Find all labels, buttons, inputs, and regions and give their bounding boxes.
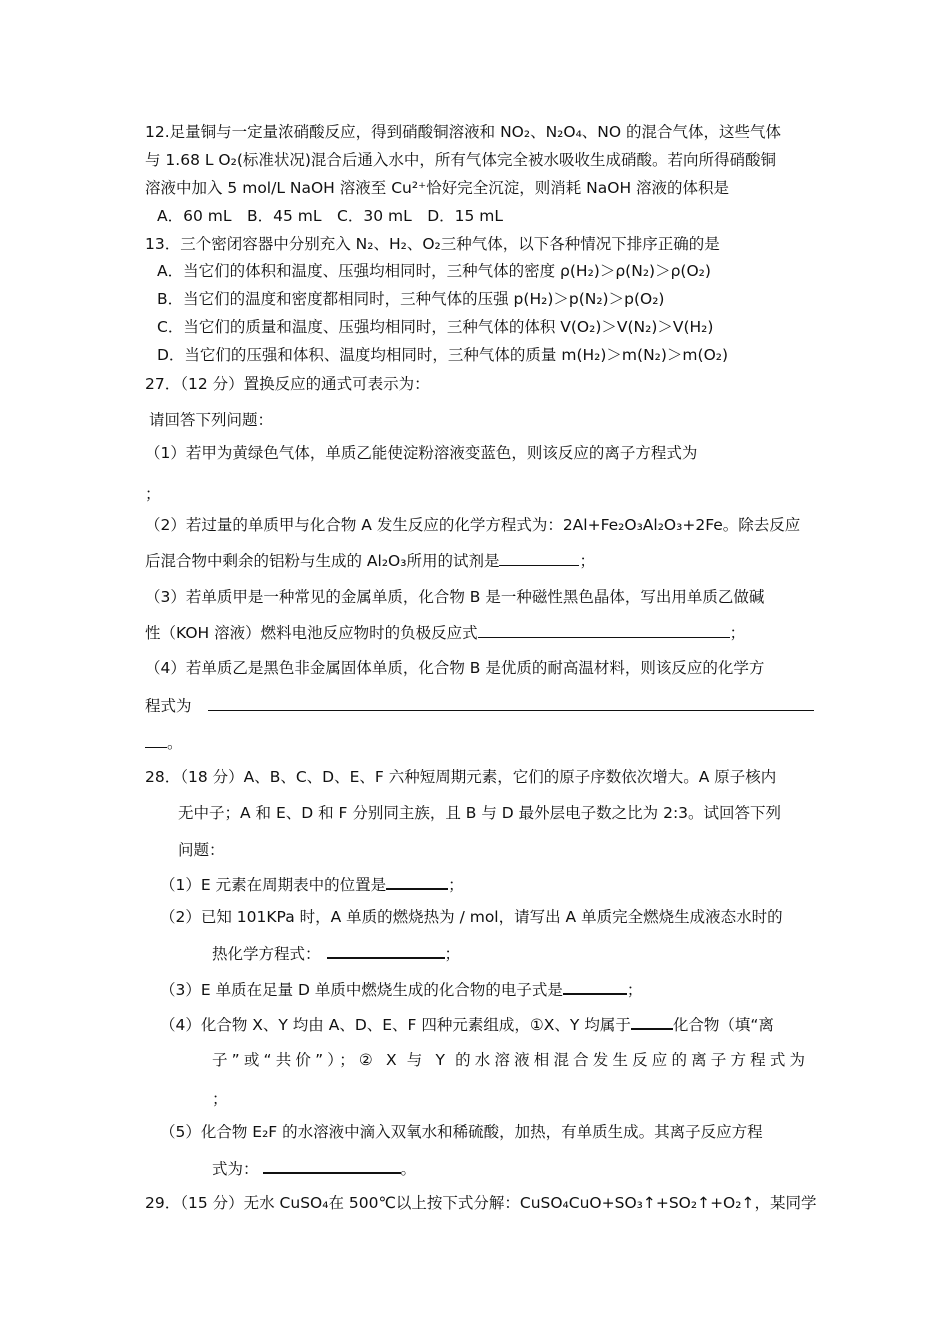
q27-part-3-line-2 [145,622,745,644]
q13-option-b: B．当它们的温度和密度都相同时，三种气体的压强 p(H₂)＞p(N₂)＞p(O₂) [157,290,665,308]
q28-part-3-end: ； [626,981,643,999]
q28-part-2-text: 热化学方程式： [212,945,321,963]
answer-blank[interactable] [263,1157,401,1174]
q28-part-4-tail: 化合物（填“离 [672,1016,774,1034]
q12-line-1: 12.足量铜与一定量浓硝酸反应，得到硝酸铜溶液和 NO₂、N₂O₄、NO 的混合气体，这些气体 [145,123,782,141]
q28-part-4-text: （4）化合物 X、Y 均由 A、D、E、F 四种元素组成，①X、Y 均属于 [160,1016,631,1034]
q28-part-5-line-1: （5）化合物 E₂F 的水溶液中滴入双氧水和稀硫酸，加热，有单质生成。其离子反应方程 [160,1123,763,1141]
q27-part-3-text: 性（KOH 溶液）燃料电池反应物时的负极反应式 [145,624,478,642]
q27-part-3-end: ； [729,624,746,642]
answer-blank[interactable] [386,873,448,890]
q27-part-2-text: 后混合物中剩余的铝粉与生成的 Al₂O₃所用的试剂是 [145,552,500,570]
answer-blank[interactable] [563,978,627,995]
q28-part-4-line-1 [160,1013,774,1036]
q28-stem-line-2: 无中子；A 和 E、D 和 F 分别同主族，且 B 与 D 最外层电子数之比为 2:3。试回答下列 [178,804,782,822]
q28-part-5-line-2 [212,1157,416,1180]
q28-part-1-end: ； [448,876,464,894]
answer-blank[interactable] [327,942,445,959]
q27-part-2-line-1: （2）若过量的单质甲与化合物 A 发生反应的化学方程式为：2Al+Fe₂O₃Al₂O₃+2Fe。除去反应 [145,516,801,534]
q12-options: A．60 mL B．45 mL C．30 mL D．15 mL [157,207,504,225]
q27-part-1: （1）若甲为黄绿色气体，单质乙能使淀粉溶液变蓝色，则该反应的离子方程式为 [145,444,698,462]
q29-stem: 29．（15 分）无水 CuSO₄在 500℃以上按下式分解：CuSO₄CuO+SO₃↑+SO₂↑+O₂↑，某同学 [145,1194,817,1212]
q13-stem: 13．三个密闭容器中分别充入 N₂、H₂、O₂三种气体，以下各种情况下排序正确的是 [145,235,720,253]
q12-line-2: 与 1.68 L O₂(标准状况)混合后通入水中，所有气体完全被水吸收生成硝酸。若向所得硝酸铜 [145,151,776,169]
q28-part-1-text: （1）E 元素在周期表中的位置是 [160,876,387,894]
q28-part-5-text: 式为： [212,1160,259,1178]
answer-blank[interactable] [499,550,579,566]
q27-part-4-text: 程式为 [145,697,192,715]
q13-option-a: A．当它们的体积和温度、压强均相同时，三种气体的密度 ρ(H₂)＞ρ(N₂)＞ρ(O₂) [157,262,711,280]
q27-stem: 27．（12 分）置换反应的通式可表示为： [145,375,430,393]
q27-part-4-end-line [145,732,183,754]
q28-part-4-line-2 [212,1049,806,1071]
q28-stem-line-3: 问题： [178,841,225,859]
answer-blank[interactable] [145,732,167,748]
q13-option-d: D．当它们的压强和体积、温度均相同时，三种气体的质量 m(H₂)＞m(N₂)＞m(O₂) [157,346,729,364]
answer-blank[interactable] [631,1013,673,1030]
q28-part-4-text-2: 子”或“共价”）；② X 与 Y 的水溶液相混合发生反应的离子方程式为 [212,1051,806,1069]
q28-part-3 [160,978,642,1001]
q27-prompt: 请回答下列问题： [149,411,274,429]
q12-line-3: 溶液中加入 5 mol/L NaOH 溶液至 Cu²⁺恰好完全沉淀，则消耗 NaOH 溶液的体积是 [145,179,730,197]
q28-part-4-line-3: ； [212,1090,228,1108]
q27-part-2-line-2 [145,550,595,572]
q28-part-2-end: ； [444,945,461,963]
answer-blank[interactable] [208,710,814,711]
q28-part-2-line-1: （2）已知 101KPa 时，A 单质的燃烧热为 / mol，请写出 A 单质完全燃烧生成液态水时的 [160,908,783,926]
q13-option-c: C．当它们的质量和温度、压强均相同时，三种气体的体积 V(O₂)＞V(N₂)＞V(H₂) [157,318,714,336]
q27-part-2-end: ； [579,552,595,570]
q27-part-4-end: 。 [167,734,183,752]
q27-part-4-line-1: （4）若单质乙是黑色非金属固体单质，化合物 B 是优质的耐高温材料，则该反应的化学方 [145,659,765,677]
q27-part-3-line-1: （3）若单质甲是一种常见的金属单质，化合物 B 是一种磁性黑色晶体，写出用单质乙做碱 [145,588,765,606]
q28-stem-line-1: 28．（18 分）A、B、C、D、E、F 六种短周期元素，它们的原子序数依次增大。A 原子核内 [145,768,777,786]
q27-part-4-line-2 [145,695,192,717]
q28-part-5-end: 。 [400,1160,417,1178]
q28-part-3-text: （3）E 单质在足量 D 单质中燃烧生成的化合物的电子式是 [160,981,563,999]
q28-part-1 [160,873,464,896]
q28-part-2-line-2 [212,942,460,965]
answer-blank[interactable] [478,622,730,638]
q27-part-1-end: ； [145,485,161,503]
